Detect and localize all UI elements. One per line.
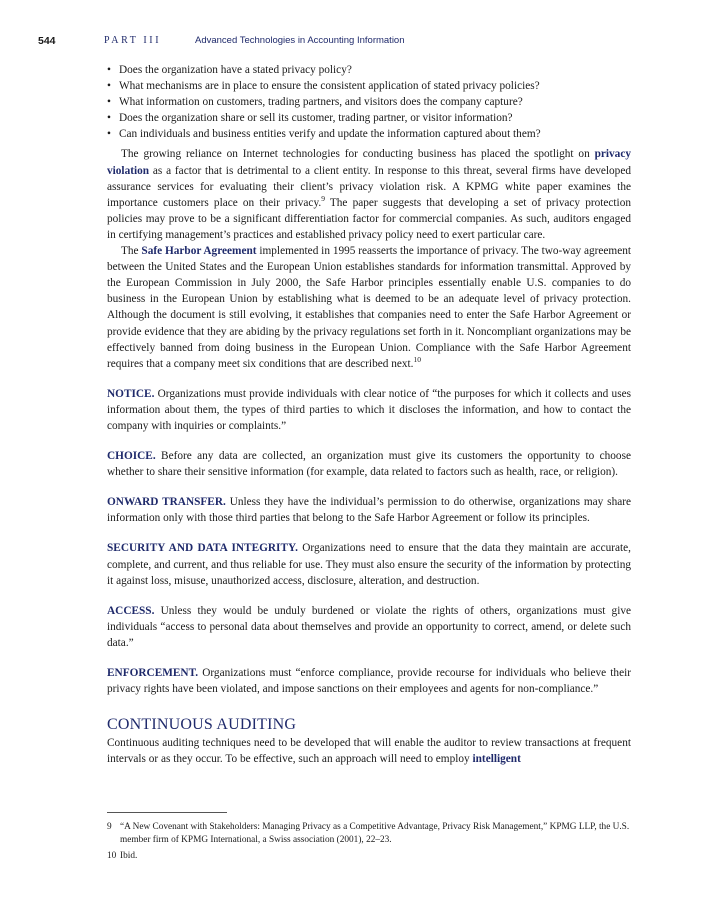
footnote-9: 9 “A New Covenant with Stakeholders: Managing Privacy as a Competitive Advantage, Privacy Risk Management,” KPMG LLP, the U.S. member firm of KPMG International, a Swiss association (2001), 22–23. [107, 822, 630, 845]
part-label: PART III [104, 35, 162, 46]
principle-heading: ONWARD TRANSFER. [107, 496, 226, 509]
principle-notice: NOTICE. Organizations must provide individuals with clear notice of “the purposes for which it collects and uses information about them, the types of third parties to which it discloses the information, and how to contact the company with inquiries or complaints.” [107, 387, 631, 432]
principle-heading: ENFORCEMENT. [107, 667, 199, 679]
bullet-icon: • [107, 96, 111, 109]
main-text [107, 62, 631, 767]
principle-heading: ACCESS. [107, 604, 155, 617]
keyword-privacy-violation: privacy violation [107, 148, 631, 177]
keyword-safe-harbor: Safe Harbor Agreement [141, 245, 257, 258]
bullet-icon: • [107, 80, 111, 93]
principle-onward-transfer: ONWARD TRANSFER. Unless they have the individual’s permission to do otherwise, organizations may share information only with those third parties that belong to the Safe Harbor Agreement or follow its principles. [107, 496, 632, 525]
paragraph-continuous-auditing: Continuous auditing techniques need to be developed that will enable the auditor to review transactions at frequent intervals or as they occur. To be effective, such an approach will need to employ intelligent [107, 737, 631, 766]
principle-choice: CHOICE. Before any data are collected, an organization must give its customers the opportunity to choose whether to share their sensitive information (for example, data related to factors such as health, race, or religion). [107, 450, 631, 479]
list-item: • Does the organization have a stated privacy policy? [107, 62, 631, 78]
part-title: Advanced Technologies in Accounting Information [195, 35, 405, 46]
footnote-divider [107, 812, 227, 813]
footnote-ref-9: 9 [321, 193, 325, 203]
bullet-icon: • [107, 112, 111, 125]
bullet-icon: • [107, 64, 111, 76]
principle-security: SECURITY AND DATA INTEGRITY. Organizations need to ensure that the data they maintain are accurate, complete, and current, and thus reliable for use. They must also ensure the security of the information by protecting it against loss, misuse, unauthorized access, disclosure, alteration, and destruction. [107, 542, 631, 587]
list-item: • Does the organization share or sell its customer, trading partner, or visitor information? [107, 110, 631, 126]
principle-access: ACCESS. Unless they would be unduly burdened or violate the rights of others, organizations must give individuals “access to personal data about themselves and provide an opportunity to correct, amend, or delete such data.” [107, 604, 631, 649]
list-item: • What mechanisms are in place to ensure the consistent application of stated privacy policies? [107, 78, 631, 94]
list-item: • Can individuals and business entities verify and update the information captured about them? [107, 126, 631, 142]
question-list [107, 62, 631, 142]
principle-heading: NOTICE. [107, 387, 155, 400]
keyword-intelligent: intelligent [472, 753, 521, 766]
page-number: 544 [38, 35, 56, 47]
list-item: • What information on customers, trading partners, and visitors does the company capture? [107, 94, 631, 110]
section-heading: CONTINUOUS AUDITING [107, 716, 297, 734]
paragraph-safe-harbor: The Safe Harbor Agreement implemented in 1995 reasserts the importance of privacy. The two-way agreement between the United States and the European Union establishes standards for information transmittal. Approved by the European Commission in July 2000, the Safe Harbor principles essentially enable U.S. companies to do business in the European Union by establishing what is deemed to be an adequate level of privacy protection. Although the document is still evolving, it establishes that companies need to enter the Safe Harbor Agreement or provide evidence that they are abiding by the privacy regulations set forth in it. Noncompliant organizations may be effectively banned from doing business in the European Union. Compliance with the Safe Harbor Agreement requires that a company meet six conditions that are described next.$^{10}$ [107, 245, 631, 370]
footnote-ref-10: 10 [413, 354, 421, 364]
principle-heading: CHOICE. [107, 450, 156, 463]
bullet-icon: • [107, 128, 111, 141]
paragraph-privacy-violation: The growing reliance on Internet technologies for conducting business has placed the spotlight on privacy violation as a factor that is detrimental to a client entity. In response to this threat, several firms have developed assurance services for evaluating their client’s privacy violation risk. A KPMG white paper examines the importance customers place on their privacy.$^9$ The paper suggests that developing a set of privacy protection policies may prove to be a significant differentiation factor for commercial companies. As such, auditors engaged in certifying management’s practices and established privacy policy need to exert particular care. [107, 148, 631, 241]
principle-heading: SECURITY AND DATA INTEGRITY. [107, 542, 298, 555]
running-header [0, 35, 719, 51]
footnote-10: 10 Ibid. [107, 851, 138, 861]
principle-enforcement: ENFORCEMENT. Organizations must “enforce compliance, provide recourse for individuals who believe their privacy rights have been violated, and impose sanctions on their employees and agents for non-compliance.” [107, 667, 631, 696]
